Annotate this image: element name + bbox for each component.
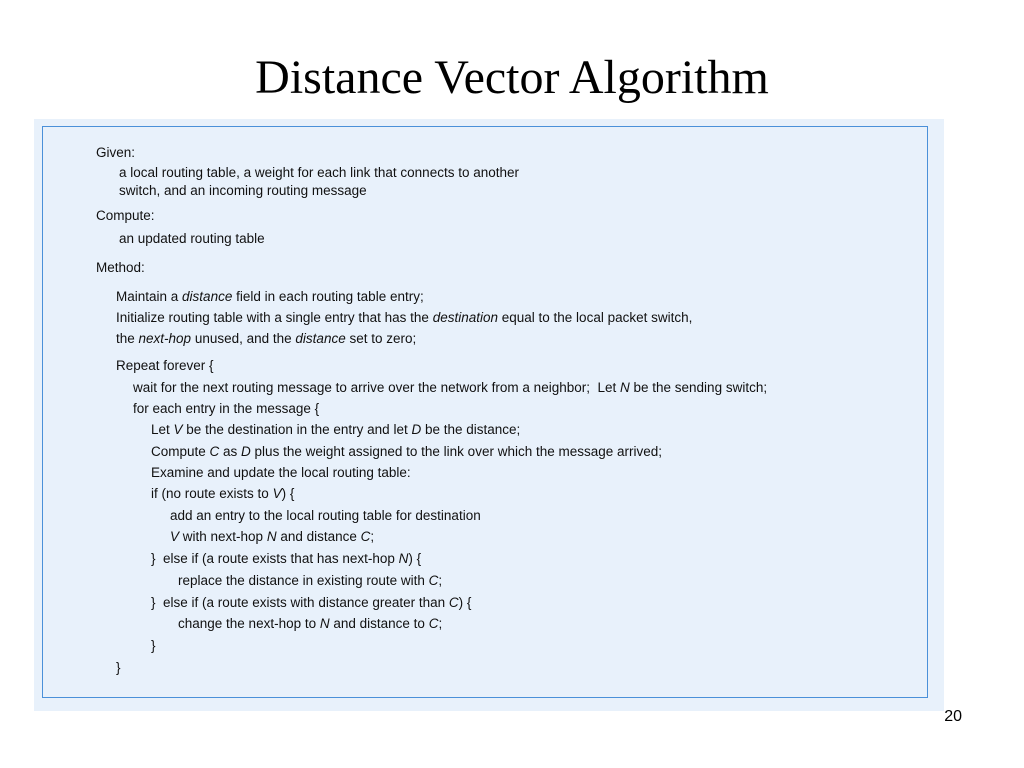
algorithm-line: Compute: (96, 208, 155, 223)
algorithm-line: } else if (a route exists with distance greater than C) { (151, 595, 472, 610)
algorithm-line: a local routing table, a weight for each link that connects to another (119, 165, 519, 180)
algorithm-line: V with next-hop N and distance C; (170, 529, 375, 544)
algorithm-line: Compute C as D plus the weight assigned to the link over which the message arrived; (151, 444, 663, 459)
algorithm-line: Repeat forever { (116, 358, 214, 373)
algorithm-line: switch, and an incoming routing message (119, 183, 367, 198)
algorithm-line: add an entry to the local routing table for destination (170, 508, 481, 523)
algorithm-line: Examine and update the local routing table: (151, 465, 411, 480)
slide-title: Distance Vector Algorithm (255, 51, 769, 104)
algorithm-line: for each entry in the message { (133, 401, 320, 416)
algorithm-line: Let V be the destination in the entry and let D be the distance; (151, 422, 521, 437)
page-number: 20 (944, 708, 962, 725)
algorithm-line: } else if (a route exists that has next-hop N) { (151, 551, 422, 566)
algorithm-line: the next-hop unused, and the distance set to zero; (116, 331, 417, 346)
algorithm-line: } (116, 660, 121, 675)
algorithm-line: wait for the next routing message to arrive over the network from a neighbor; Let N be the sending switch; (133, 380, 768, 395)
algorithm-line: } (151, 638, 156, 653)
algorithm-line: change the next-hop to N and distance to C; (178, 616, 443, 631)
algorithm-line: replace the distance in existing route with C; (178, 573, 443, 588)
algorithm-line: if (no route exists to V) { (151, 486, 295, 501)
algorithm-line: Method: (96, 260, 145, 275)
algorithm-line: an updated routing table (119, 231, 265, 246)
algorithm-line: Maintain a distance field in each routing table entry; (116, 289, 424, 304)
algorithm-line: Given: (96, 145, 136, 160)
algorithm-line: Initialize routing table with a single entry that has the destination equal to the local packet switch, (116, 310, 693, 325)
